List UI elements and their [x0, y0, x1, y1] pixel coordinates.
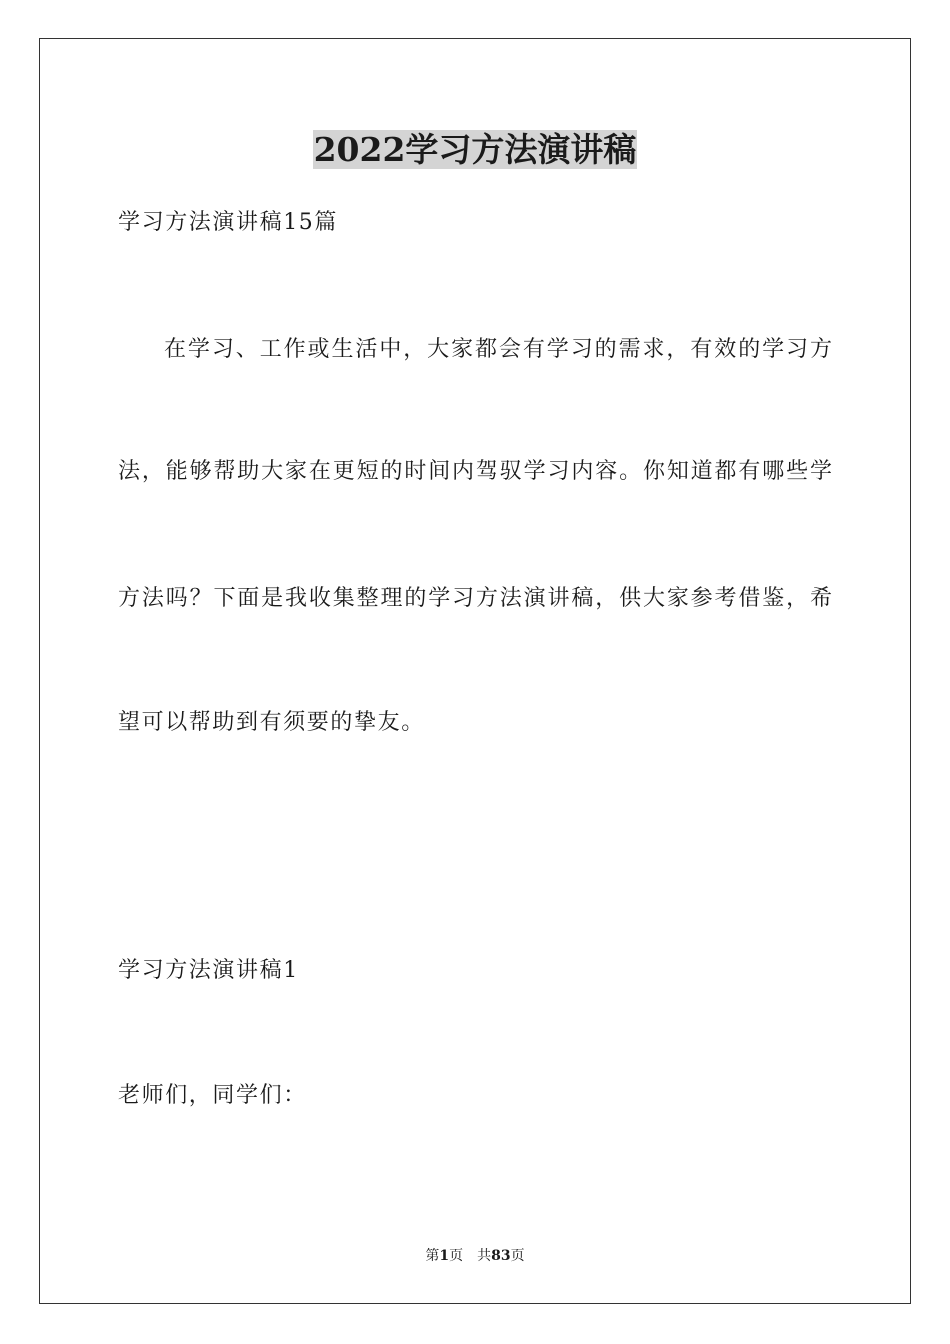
- footer-total-prefix: 共: [477, 1248, 492, 1264]
- document-title-text: 2022学习方法演讲稿: [313, 130, 637, 169]
- footer-page-suffix: 页: [449, 1248, 464, 1264]
- section-heading: 学习方法演讲稿1: [118, 958, 299, 983]
- document-title: [0, 128, 950, 172]
- page-footer: [0, 1246, 950, 1266]
- intro-paragraph-line-2: 法，能够帮助大家在更短的时间内驾驭学习内容。你知道都有哪些学: [118, 459, 832, 484]
- intro-paragraph-line-1: 在学习、工作或生活中，大家都会有学习的需求，有效的学习方: [164, 337, 832, 362]
- footer-page-prefix: 第: [425, 1248, 440, 1264]
- footer-total-pages: 83: [491, 1248, 511, 1264]
- intro-paragraph-line-4: 望可以帮助到有须要的挚友。: [118, 710, 425, 735]
- intro-paragraph-line-3: 方法吗？下面是我收集整理的学习方法演讲稿，供大家参考借鉴，希: [118, 586, 832, 611]
- footer-page-number: 1: [439, 1248, 450, 1264]
- salutation: 老师们，同学们：: [118, 1083, 307, 1108]
- document-subtitle: 学习方法演讲稿15篇: [118, 210, 338, 235]
- footer-total-suffix: 页: [510, 1248, 525, 1264]
